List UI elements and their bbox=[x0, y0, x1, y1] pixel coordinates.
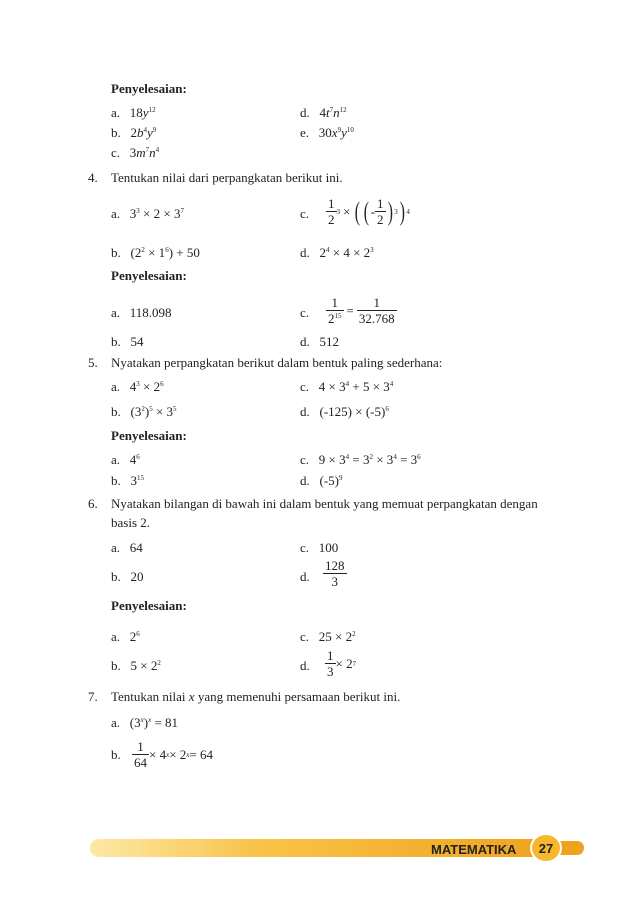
exp: 4 bbox=[326, 246, 330, 254]
q4-d bbox=[300, 246, 374, 259]
exp: 2 bbox=[141, 246, 145, 254]
item-label: a. bbox=[111, 715, 121, 730]
outer-paren-right: ) bbox=[399, 196, 405, 226]
var: n bbox=[333, 105, 340, 120]
var: x bbox=[331, 125, 338, 140]
exp: 4 bbox=[155, 146, 160, 154]
q4-number: 4. bbox=[88, 170, 98, 185]
q7-text bbox=[111, 690, 400, 703]
item-label: a. bbox=[111, 452, 121, 467]
item-label: c. bbox=[111, 145, 121, 160]
q6-solution-d-expression: $\frac{1}{3}$ × 2 7 bbox=[327, 648, 357, 679]
item-label: a. bbox=[111, 105, 121, 120]
fraction: $\frac{1}{32.768}$ bbox=[358, 295, 395, 326]
q4-solution-c-label: c. bbox=[300, 305, 310, 320]
item-label: c. bbox=[300, 629, 310, 644]
fraction: $\frac{1}{3}$ bbox=[327, 648, 334, 679]
expr: 4 bbox=[129, 452, 137, 467]
expr: + 5 × 3 bbox=[349, 379, 390, 394]
q6-solution-d-label: d. bbox=[300, 658, 310, 673]
exp: 2 bbox=[352, 630, 356, 638]
exp: x bbox=[140, 716, 144, 724]
q5-c bbox=[300, 380, 393, 393]
item-label: b. bbox=[111, 569, 121, 584]
value: 64 bbox=[129, 540, 143, 555]
q7-number: 7. bbox=[88, 689, 98, 704]
q4-solution-d bbox=[300, 335, 339, 348]
var: t bbox=[326, 105, 330, 120]
expr: × 4 × 2 bbox=[329, 245, 371, 260]
expr: × 1 bbox=[144, 245, 166, 260]
expr: = 3 bbox=[349, 452, 370, 467]
q5-solution-b bbox=[111, 474, 144, 487]
q6-solution-heading: Penyelesaian: bbox=[111, 598, 187, 613]
q5-text: Nyatakan perpangkatan berikut dalam bentuk paling sederhana: bbox=[111, 355, 443, 370]
q5-solution-a bbox=[111, 453, 140, 466]
item-label: c. bbox=[300, 379, 310, 394]
q7-b-label: b. bbox=[111, 747, 121, 762]
exp: 10 bbox=[346, 126, 354, 134]
q6-d-fraction bbox=[323, 558, 347, 589]
exp: 7 bbox=[329, 106, 334, 114]
q5-b bbox=[111, 405, 177, 418]
footer-bar-tail bbox=[560, 841, 584, 855]
q5-d bbox=[300, 405, 389, 418]
exp: 6 bbox=[165, 246, 169, 254]
expr: 25 × 2 bbox=[318, 629, 353, 644]
expr: (-5) bbox=[319, 473, 339, 488]
expr: ) bbox=[143, 715, 149, 730]
exp: 2 bbox=[141, 405, 145, 413]
expr: (3 bbox=[129, 715, 141, 730]
item-label: d. bbox=[300, 404, 310, 419]
exp: 12 bbox=[339, 106, 347, 114]
q6-solution-c bbox=[300, 630, 356, 643]
item-label: b. bbox=[111, 658, 121, 673]
expr: × 2 bbox=[169, 747, 187, 762]
q6-c bbox=[300, 541, 338, 554]
item-label: d. bbox=[300, 334, 310, 349]
expr: (3 bbox=[130, 404, 142, 419]
q4-solution-c-expression bbox=[326, 295, 397, 326]
exp: 15 bbox=[137, 474, 144, 482]
expr: 2 bbox=[319, 245, 326, 260]
inner-paren-right: ) bbox=[387, 196, 393, 226]
exp: 6 bbox=[136, 630, 140, 638]
value: 20 bbox=[130, 569, 144, 584]
top-solution-a bbox=[111, 106, 156, 119]
exp: 9 bbox=[152, 126, 157, 134]
exp: 6 bbox=[160, 380, 164, 388]
var: y bbox=[341, 125, 347, 140]
item-label: c. bbox=[300, 540, 310, 555]
q4-b bbox=[111, 246, 200, 259]
item-label: b. bbox=[111, 473, 121, 488]
text: yang memenuhi persamaan berikut ini. bbox=[194, 689, 401, 704]
q4-a bbox=[111, 207, 184, 220]
expr: = 64 bbox=[189, 747, 213, 762]
q4-c-expression: $\frac{1}{2}$ 3 × ( ( - $\frac{1}{2}$ ) 3 ) 4 bbox=[328, 196, 410, 227]
item-label: d. bbox=[300, 245, 310, 260]
expr: = 81 bbox=[151, 715, 179, 730]
var: m bbox=[136, 145, 146, 160]
top-solution-e bbox=[300, 126, 354, 139]
expr: × 4 bbox=[149, 747, 167, 762]
expr: 9 × 3 bbox=[318, 452, 346, 467]
expr: × 2 bbox=[335, 656, 353, 671]
item-label: d. bbox=[300, 473, 310, 488]
expr: × 3 bbox=[152, 404, 174, 419]
q6-solution-b bbox=[111, 659, 161, 672]
q6-number: 6. bbox=[88, 496, 98, 511]
var: n bbox=[149, 145, 156, 160]
item-label: b. bbox=[111, 125, 121, 140]
exp: 6 bbox=[136, 453, 140, 461]
exp: 3 bbox=[136, 380, 140, 388]
negative-sign: - bbox=[370, 204, 376, 219]
q7-a bbox=[111, 716, 178, 729]
var: y bbox=[142, 105, 149, 120]
q5-number: 5. bbox=[88, 355, 98, 370]
q4-solution-b bbox=[111, 335, 144, 348]
q6-text-line2: basis 2. bbox=[111, 515, 150, 530]
q5-solution-c bbox=[300, 453, 421, 466]
item-label: d. bbox=[300, 105, 310, 120]
exp: 2 bbox=[369, 453, 373, 461]
q5-a bbox=[111, 380, 164, 393]
exp: x bbox=[148, 716, 152, 724]
exp: 6 bbox=[417, 453, 421, 461]
exp: 4 bbox=[143, 126, 147, 134]
exp: 12 bbox=[148, 106, 156, 114]
value: 54 bbox=[130, 334, 144, 349]
exp: 9 bbox=[337, 126, 342, 134]
exp: 5 bbox=[173, 405, 177, 413]
q6-d-label: d. bbox=[300, 569, 310, 584]
exp: 4 bbox=[345, 453, 350, 461]
exp: 7 bbox=[180, 207, 184, 215]
item-label: e. bbox=[300, 125, 310, 140]
expr: 5 × 2 bbox=[130, 658, 158, 673]
item-label: a. bbox=[111, 629, 121, 644]
item-label: b. bbox=[111, 334, 121, 349]
expr: (-125) × (-5) bbox=[319, 404, 386, 419]
q4-solution-heading: Penyelesaian: bbox=[111, 268, 187, 283]
expr: 3 bbox=[129, 206, 137, 221]
q7-b-expression: $\frac{1}{64}$ × 4 x × 2 x = 64 bbox=[134, 739, 213, 770]
top-solution-heading: Penyelesaian: bbox=[111, 81, 187, 96]
item-label: a. bbox=[111, 540, 121, 555]
item-label: b. bbox=[111, 404, 121, 419]
expr: 2 bbox=[129, 629, 137, 644]
exp: 4 bbox=[389, 380, 394, 388]
item-label: a. bbox=[111, 305, 121, 320]
fraction: $\frac{1}{2}$ bbox=[328, 196, 335, 227]
q6-text-line1: Nyatakan bilangan di bawah ini dalam bentuk yang memuat perpangkatan dengan bbox=[111, 496, 538, 511]
var: b bbox=[137, 125, 144, 140]
exp: 6 bbox=[385, 405, 389, 413]
var: x bbox=[188, 689, 195, 704]
q6-solution-a bbox=[111, 630, 140, 643]
coef: 3 bbox=[129, 145, 137, 160]
exp: 2 bbox=[157, 659, 161, 667]
expr: ) bbox=[144, 404, 150, 419]
top-solution-d bbox=[300, 106, 347, 119]
expr: 4 bbox=[129, 379, 137, 394]
inner-paren-left: ( bbox=[363, 196, 369, 226]
expr: × 3 bbox=[372, 452, 394, 467]
q4-c-label: c. bbox=[300, 206, 310, 221]
expr: × 2 × 3 bbox=[139, 206, 181, 221]
fraction: $\frac{1}{2}$ bbox=[377, 196, 384, 227]
expr: 3 bbox=[130, 473, 137, 488]
item-label: b. bbox=[111, 245, 121, 260]
expr: × 2 bbox=[139, 379, 161, 394]
value: 512 bbox=[319, 334, 339, 349]
expr: = 3 bbox=[396, 452, 418, 467]
expr: (2 bbox=[130, 245, 142, 260]
fraction: $\frac{1}{2^{15}}$ bbox=[328, 295, 342, 326]
coef: 30 bbox=[318, 125, 332, 140]
fraction: $\frac{1}{64}$ bbox=[134, 739, 147, 770]
item-label: a. bbox=[111, 379, 121, 394]
exp: 9 bbox=[339, 474, 343, 482]
var: y bbox=[147, 125, 153, 140]
expr: 4 × 3 bbox=[318, 379, 346, 394]
coef: 18 bbox=[129, 105, 143, 120]
coef: 2 bbox=[130, 125, 137, 140]
q6-b bbox=[111, 570, 144, 583]
q5-solution-heading: Penyelesaian: bbox=[111, 428, 187, 443]
times: × bbox=[343, 204, 351, 219]
exp: 4 bbox=[345, 380, 350, 388]
exp: 3 bbox=[370, 246, 374, 254]
denominator: 3 bbox=[331, 574, 338, 589]
exp: 7 bbox=[145, 146, 150, 154]
exp: 3 bbox=[136, 207, 140, 215]
top-solution-b bbox=[111, 126, 156, 139]
value: 118.098 bbox=[129, 305, 172, 320]
item-label: c. bbox=[300, 452, 310, 467]
footer-title: MATEMATIKA bbox=[431, 842, 517, 857]
q6-a bbox=[111, 541, 143, 554]
numerator: 128 bbox=[325, 558, 345, 573]
q5-solution-d bbox=[300, 474, 343, 487]
expr: ) + 50 bbox=[168, 245, 200, 260]
item-label: a. bbox=[111, 206, 121, 221]
value: 100 bbox=[318, 540, 339, 555]
equals: = bbox=[346, 303, 354, 318]
page-number: 27 bbox=[538, 841, 554, 856]
top-solution-c bbox=[111, 146, 159, 159]
exp: 5 bbox=[149, 405, 153, 413]
text: Tentukan nilai bbox=[111, 689, 189, 704]
q4-text: Tentukan nilai dari perpangkatan berikut ini. bbox=[111, 170, 343, 185]
outer-paren-left: ( bbox=[355, 196, 361, 226]
coef: 4 bbox=[319, 105, 326, 120]
exp: 4 bbox=[393, 453, 397, 461]
q4-solution-a bbox=[111, 306, 172, 319]
